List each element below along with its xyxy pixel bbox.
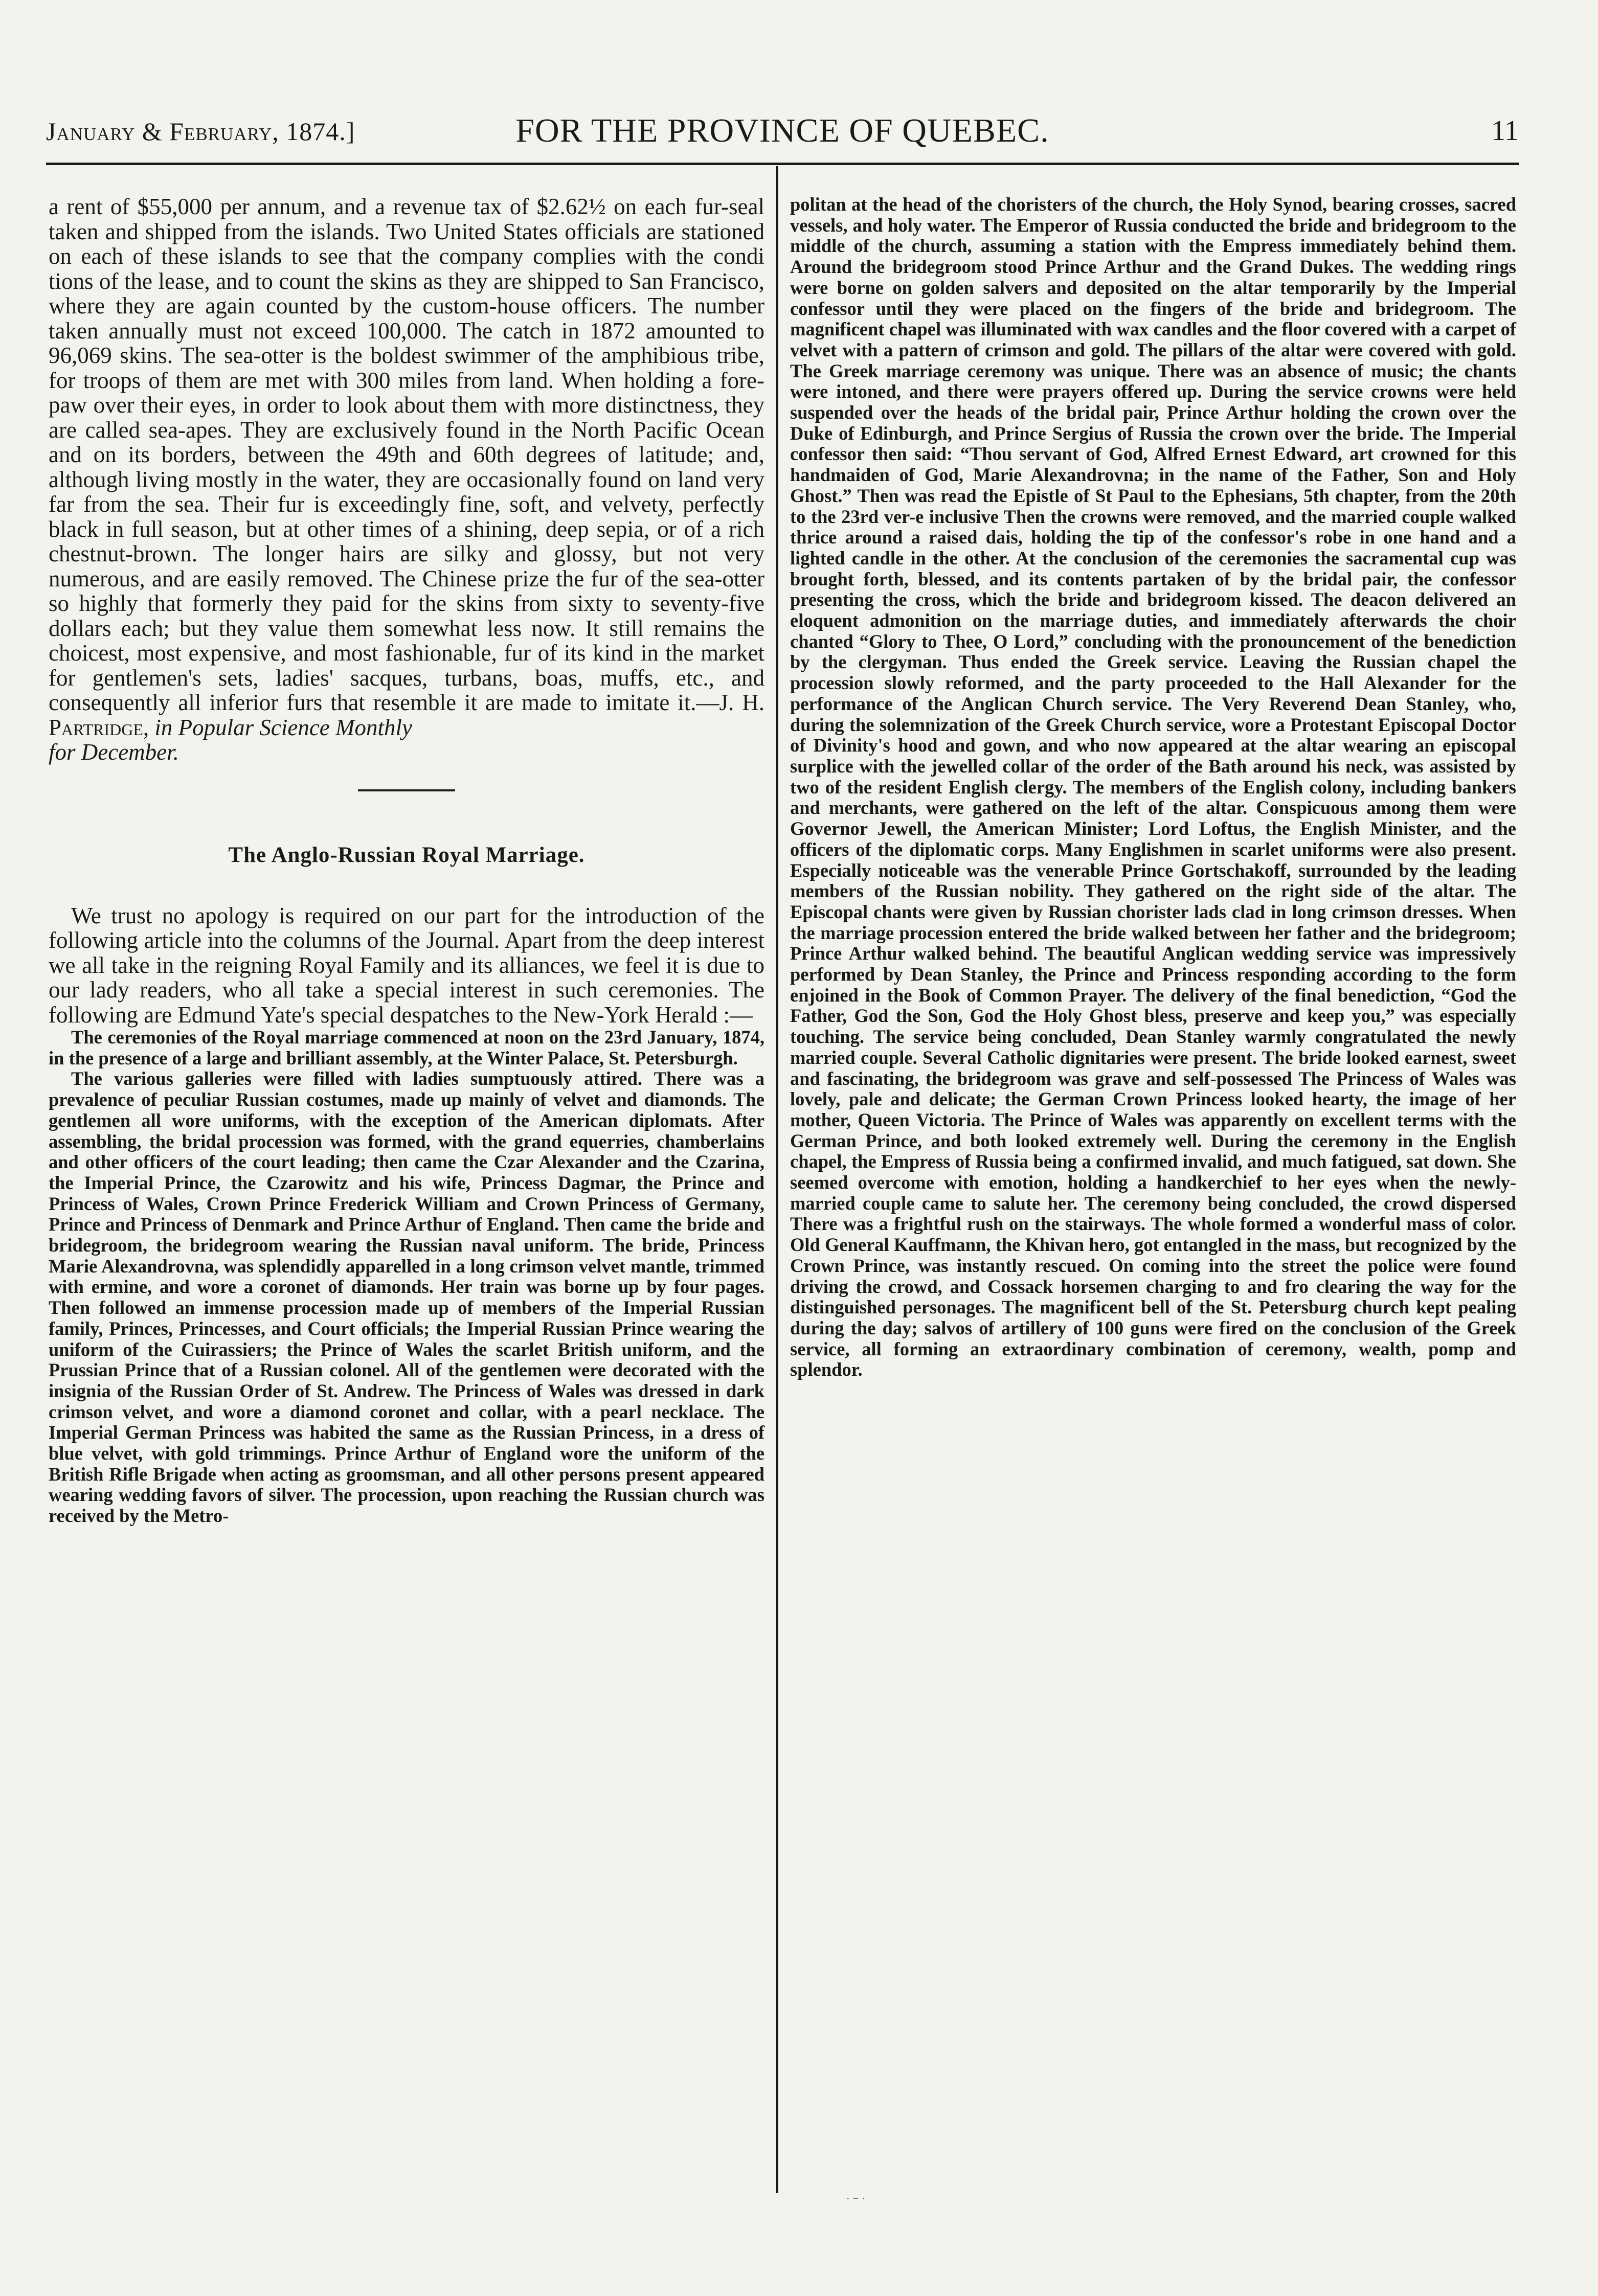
signature-author: Partridge, <box>49 714 149 740</box>
procession-paragraph: The various galleries were filled with ladies sumptuously attired. There was a prevalence of peculiar Russian costumes, made up mainly of velvet and diamonds. The gentlemen all wore uniforms, with the exception of the American diplomats. After assembling, the bridal procession was formed, with the grand equerries, chamberlains and other officers of the court leading; then came the Czar Alexander and the Czarina, the Imperial Prince, the Czarowitz and his wife, Princess Dagmar, the Prince and Princess of Wales, Crown Prince Frederick William and Crown Princess of Germany, Prince and Princess of Denmark and Prince Arthur of England. Then came the bride and bridegroom, the bridegroom wearing the Russian naval uniform. The bride, Princess Marie Alexandrovna, was splendidly apparelled in a long crimson velvet mantle, trimmed with ermine, and wore a coronet of diamonds. Her train was borne up by four pages. Then followed an immense procession made up of members of the Imperial Russian family, Princes, Princesses, and Court officials; the Imperial Russian Prince wearing the uniform of the Cuirassiers; the Prince of Wales the scarlet British uniform, and the Prussian Prince that of a Russian colonel. All of the gentlemen were decorated with the insignia of the Russian Order of St. Andrew. The Princess of Wales was dressed in dark crimson velvet, and wore a diamond coronet and collar, with a pearl necklace. The Imperial German Princess was habited the same as the Russian Princess, in a dress of blue velvet, with gold trimmings. Prince Arthur of England wore the uniform of the British Rifle Brigade when acting as groomsman, and all other persons present appeared wearing wedding favors of silver. The procession, upon reaching the Russian church was received by the Metro- <box>49 1068 764 1527</box>
ceremony-paragraph: The ceremonies of the Royal marriage commenced at noon on the 23rd January, 1874, in the presence of a large and brilliant assembly, at the Winter Palace, St. Petersburgh. <box>49 1027 764 1069</box>
footer-ornament: ·−· <box>846 2193 868 2204</box>
section-rule <box>358 789 455 791</box>
header-title: FOR THE PROVINCE OF QUEBEC. <box>515 112 1049 149</box>
left-column <box>49 194 764 1527</box>
sea-otter-paragraph <box>49 194 764 740</box>
page-header <box>46 111 1519 157</box>
header-rule <box>46 163 1519 165</box>
intro-paragraph: We trust no apology is required on our part for the introduction of the following article into the columns of the Journal. Apart from the deep interest we all take in the reigning Royal Family and its alliances, we feel it is due to our lady readers, who all take a special interest in such ceremonies. The following are Edmund Yate's special despatches to the New-York Herald :— <box>49 902 764 1028</box>
right-column <box>790 194 1516 1380</box>
header-date: January & February, 1874.] <box>46 117 355 146</box>
column-divider <box>776 166 778 2193</box>
page-number: 11 <box>1491 115 1519 147</box>
service-paragraph: politan at the head of the choristers of the church, the Holy Synod, bearing crosses, sacred vessels, and holy water. The Emperor of Russia conducted the bride and bridegroom to the middle of the church, assuming a station with the Empress immediately behind them. Around the bridegroom stood Prince Arthur and the Grand Dukes. The wedding rings were borne on golden salvers and deposited on the altar temporarily by the Imperial confessor until they were placed on the fingers of the bride and bridegroom. The magnificent chapel was illuminated with wax candles and the floor covered with a carpet of velvet with a pattern of crimson and gold. The pillars of the altar were covered with gold. The Greek marriage ceremony was unique. There was an absence of music; the chants were intoned, and there were prayers offered up. During the service crowns were held suspended over the heads of the bridal pair, Prince Arthur holding the crown over the Duke of Edinburgh, and Prince Sergius of Russia the crown over the bride. The Imperial confessor then said: “Thou servant of God, Alfred Ernest Edward, art crowned for this handmaiden of God, Marie Alexandrovna; in the name of the Father, Son and Holy Ghost.” Then was read the Epistle of St Paul to the Ephesians, 5th chapter, from the 20th to the 23rd ver-e inclusive Then the crowns were removed, and the married couple walked thrice around a raised dais, holding the tip of the confessor's robe in one hand and a lighted candle in the other. At the conclusion of the ceremonies the sacramental cup was brought forth, blessed, and its contents partaken of by the bridal pair, the confessor presenting the cross, which the bride and bridegroom kissed. The deacon delivered an eloquent admonition on the marriage duties, and immediately afterwards the choir chanted “Glory to Thee, O Lord,” concluding with the pronouncement of the benediction by the clergyman. Thus ended the Greek service. Leaving the Russian chapel the procession slowly reformed, and the party proceeded to the Hall Alexander for the performance of the Anglican Church service. The Very Reverend Dean Stanley, who, during the solemnization of the Greek Church service, wore a Protestant Episcopal Doctor of Divinity's hood and gown, and who now appeared at the altar wearing an episcopal surplice with the jewelled collar of the order of the Bath around his neck, was assisted by two of the resident English clergy. The members of the English colony, including bankers and merchants, were gathered on the left of the altar. Conspicuous among them were Governor Jewell, the American Minister; Lord Loftus, the English Minister, and the officers of the diplomatic corps. Many Englishmen in scarlet uniforms were also present. Especially noticeable was the venerable Prince Gortschakoff, surrounded by the leading members of the Russian nobility. They gathered on the right side of the altar. The Episcopal chants were given by Russian chorister lads clad in long crimson dresses. When the marriage procession entered the bride walked between her father and the bridegroom; Prince Arthur walked behind. The beautiful Anglican wedding service was impressively performed by Dean Stanley, the Prince and Princess responding according to the form enjoined in the Book of Common Prayer. The delivery of the final benediction, “God the Father, God the Son, God the Holy Ghost bless, preserve and keep you,” was especially touching. The service being concluded, Dean Stanley warmly congratulated the newly married couple. Several Catholic dignitaries were present. The bride looked earnest, sweet and fascinating, the bridegroom was grave and self-possessed The Princess of Wales was lovely, pale and delicate; the German Crown Princess looked hearty, the image of her mother, Queen Victoria. The Prince of Wales was apparently on excellent terms with the German Prince, and both looked extremely well. During the ceremony in the English chapel, the Empress of Russia being a confirmed invalid, and much fatigued, sat down. She seemed overcome with emotion, holding a handkerchief to her eyes when the newly-married couple came to salute her. The ceremony being concluded, the crowd dispersed There was a frightful rush on the stairways. The whole formed a wonderful mass of color. Old General Kauffmann, the Khivan hero, got entangled in the mass, but recognized by the Crown Prince, was instantly rescued. On coming into the street the police were found driving the crowd, and Cossack horsemen charging to and fro clearing the way for the distinguished personages. The magnificent bell of the St. Petersburg church kept pealing during the day; salvos of artillery of 100 guns were fired on the conclusion of the Greek service, all forming an extraordinary combination of ceremony, wealth, pomp and splendor. <box>790 194 1516 1380</box>
sea-otter-text: a rent of $55,000 per annum, and a revenue tax of $2.62½ on each fur-seal taken and shipped from the islands. Two United States officials are stationed on each of these islands to see that the company complies with the condi tions of the lease, and to count the skins as they are shipped to San Francisco, where they are again counted by the custom-house officers. The number taken annually must not exceed 100,000. The catch in 1872 amounted to 96,069 skins. The sea-otter is the boldest swimmer of the amphibious tribe, for troops of them are met with 300 miles from land. When holding a fore-paw over their eyes, in order to look about them with more distinctness, they are called sea-apes. They are exclusively found in the North Pacific Ocean and on its borders, between the 49th and 60th degrees of latitude; and, although living mostly in the water, they are occasionally found on land very far from the sea. Their fur is exceedingly fine, soft, and velvety, perfectly black in full season, but at other times of a shining, deep sepia, or of a rich chestnut-brown. The longer hairs are silky and glossy, but not very numerous, and are easily removed. The Chinese prize the fur of the sea-otter so highly that formerly they paid for the skins from sixty to seventy-five dollars each; but they value them somewhat less now. It still remains the choicest, most expensive, and most fashionable, fur of its kind in the market for gentlemen's sets, ladies' sacques, turbans, boas, muffs, etc., and consequently all inferior furs that resemble it are made to imitate it.—J. H. <box>49 194 764 715</box>
signature-source: in Popular Science Monthly <box>149 714 412 740</box>
article-title: The Anglo-Russian Royal Marriage. <box>228 843 585 867</box>
signature-source-cont: for December. <box>49 739 179 765</box>
